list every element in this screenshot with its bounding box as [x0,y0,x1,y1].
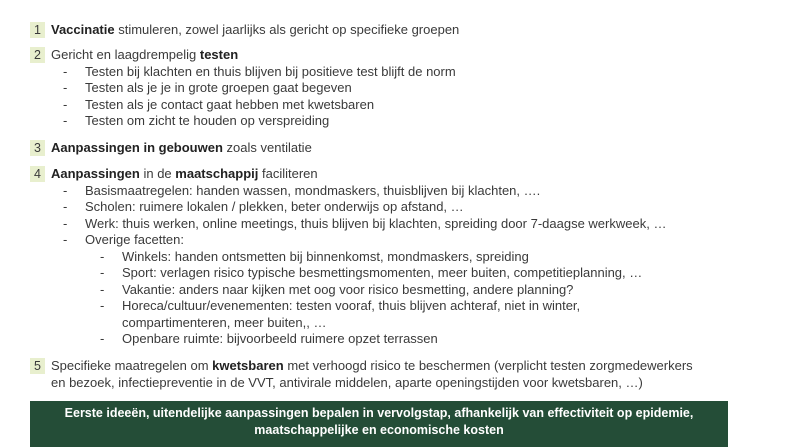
text: Specifieke maatregelen om [51,358,213,373]
bullet-text: Testen bij klachten en thuis blijven bij positieve test blijft de norm [85,64,456,79]
dash: - [100,265,105,280]
item-text [51,47,238,63]
item-text [51,22,459,38]
sub-bullet [100,282,573,298]
sub-bullet-text: Openbare ruimte: bijvoorbeeld ruimere opzet terrassen [122,331,438,346]
keyword: kwetsbaren [212,358,284,373]
dash: - [63,80,68,95]
item-number: 5 [30,358,45,374]
bullet-text: Testen om zicht te houden op verspreiding [85,113,330,128]
bullet-text: Overige facetten: [85,232,184,247]
text: stimuleren, zowel jaarlijks als gericht op specifieke groepen [114,22,460,37]
bullet [63,232,184,248]
bullet-text: Basismaatregelen: handen wassen, mondmaskers, thuisblijven bij klachten, …. [85,183,541,198]
conclusion-banner [30,401,728,447]
sub-bullet-text: Vakantie: anders naar kijken met oog voor risico besmetting, andere planning? [122,282,574,297]
item-text-continuation: en bezoek, infectiepreventie in de VVT, antivirale middelen, aparte openingstijden voor kwetsbaren, …) [51,375,643,390]
bullet [63,80,352,96]
dash: - [63,64,68,79]
sub-bullet-text: Horeca/cultuur/evenementen: testen vooraf, thuis blijven achteraf, niet in winter, [122,298,581,313]
bullet-text: Testen als je je in grote groepen gaat begeven [85,80,352,95]
item-number: 4 [30,166,45,182]
banner-line-1: Eerste ideeën, uitendelijke aanpassingen bepalen in vervolgstap, afhankelijk van effectiviteit op epidemie, [64,406,694,420]
sub-bullet-continuation: compartimenteren, meer buiten,, … [122,315,327,330]
item-5 [30,358,787,392]
item-number: 3 [30,140,45,156]
text: Gericht en laagdrempelig [51,47,200,62]
keyword: Aanpassingen [51,166,140,181]
dash: - [63,199,68,214]
sub-bullet-text: Winkels: handen ontsmetten bij binnenkomst, mondmaskers, spreiding [122,249,529,264]
bullet-text: Scholen: ruimere lokalen / plekken, beter onderwijs op afstand, … [85,199,464,214]
dash: - [100,249,105,264]
sub-bullet [100,298,580,314]
sub-bullet-text: Sport: verlagen risico typische besmettingsmomenten, meer buiten, competitieplanning, … [122,265,643,280]
bullet [63,97,374,113]
dash: - [63,216,68,231]
bullet [63,199,464,215]
sub-bullet [100,249,529,265]
text: met verhoogd risico te beschermen (verplicht testen zorgmedewerkers [283,358,693,373]
dash: - [63,183,68,198]
item-4 [30,166,787,346]
bullet [63,113,329,129]
bullet [63,216,666,232]
item-number: 1 [30,22,45,38]
item-1 [30,22,787,38]
item-text [51,140,312,156]
dash: - [63,232,68,247]
sub-bullet [100,265,642,281]
bullet-text: Testen als je contact gaat hebben met kwetsbaren [85,97,375,112]
sub-bullet [100,331,438,347]
dash: - [100,331,105,346]
dash: - [100,298,105,313]
bullet [63,183,540,199]
keyword: Vaccinatie [51,22,115,37]
text: faciliteren [258,166,318,181]
item-2 [30,47,787,137]
item-number: 2 [30,47,45,63]
dash: - [100,282,105,297]
bullet [63,64,456,80]
keyword: testen [199,47,239,62]
bullet-text: Werk: thuis werken, online meetings, thuis blijven bij klachten, spreiding door 7-daagse werkweek, … [85,216,667,231]
text: zoals ventilatie [222,140,312,155]
keyword: Aanpassingen in gebouwen [51,140,223,155]
dash: - [63,113,68,128]
item-text [51,358,693,374]
item-3 [30,140,787,156]
item-text [51,166,318,182]
keyword: maatschappij [175,166,259,181]
text: in de [139,166,176,181]
dash: - [63,97,68,112]
banner-line-2: maatschappelijke en economische kosten [254,423,504,437]
